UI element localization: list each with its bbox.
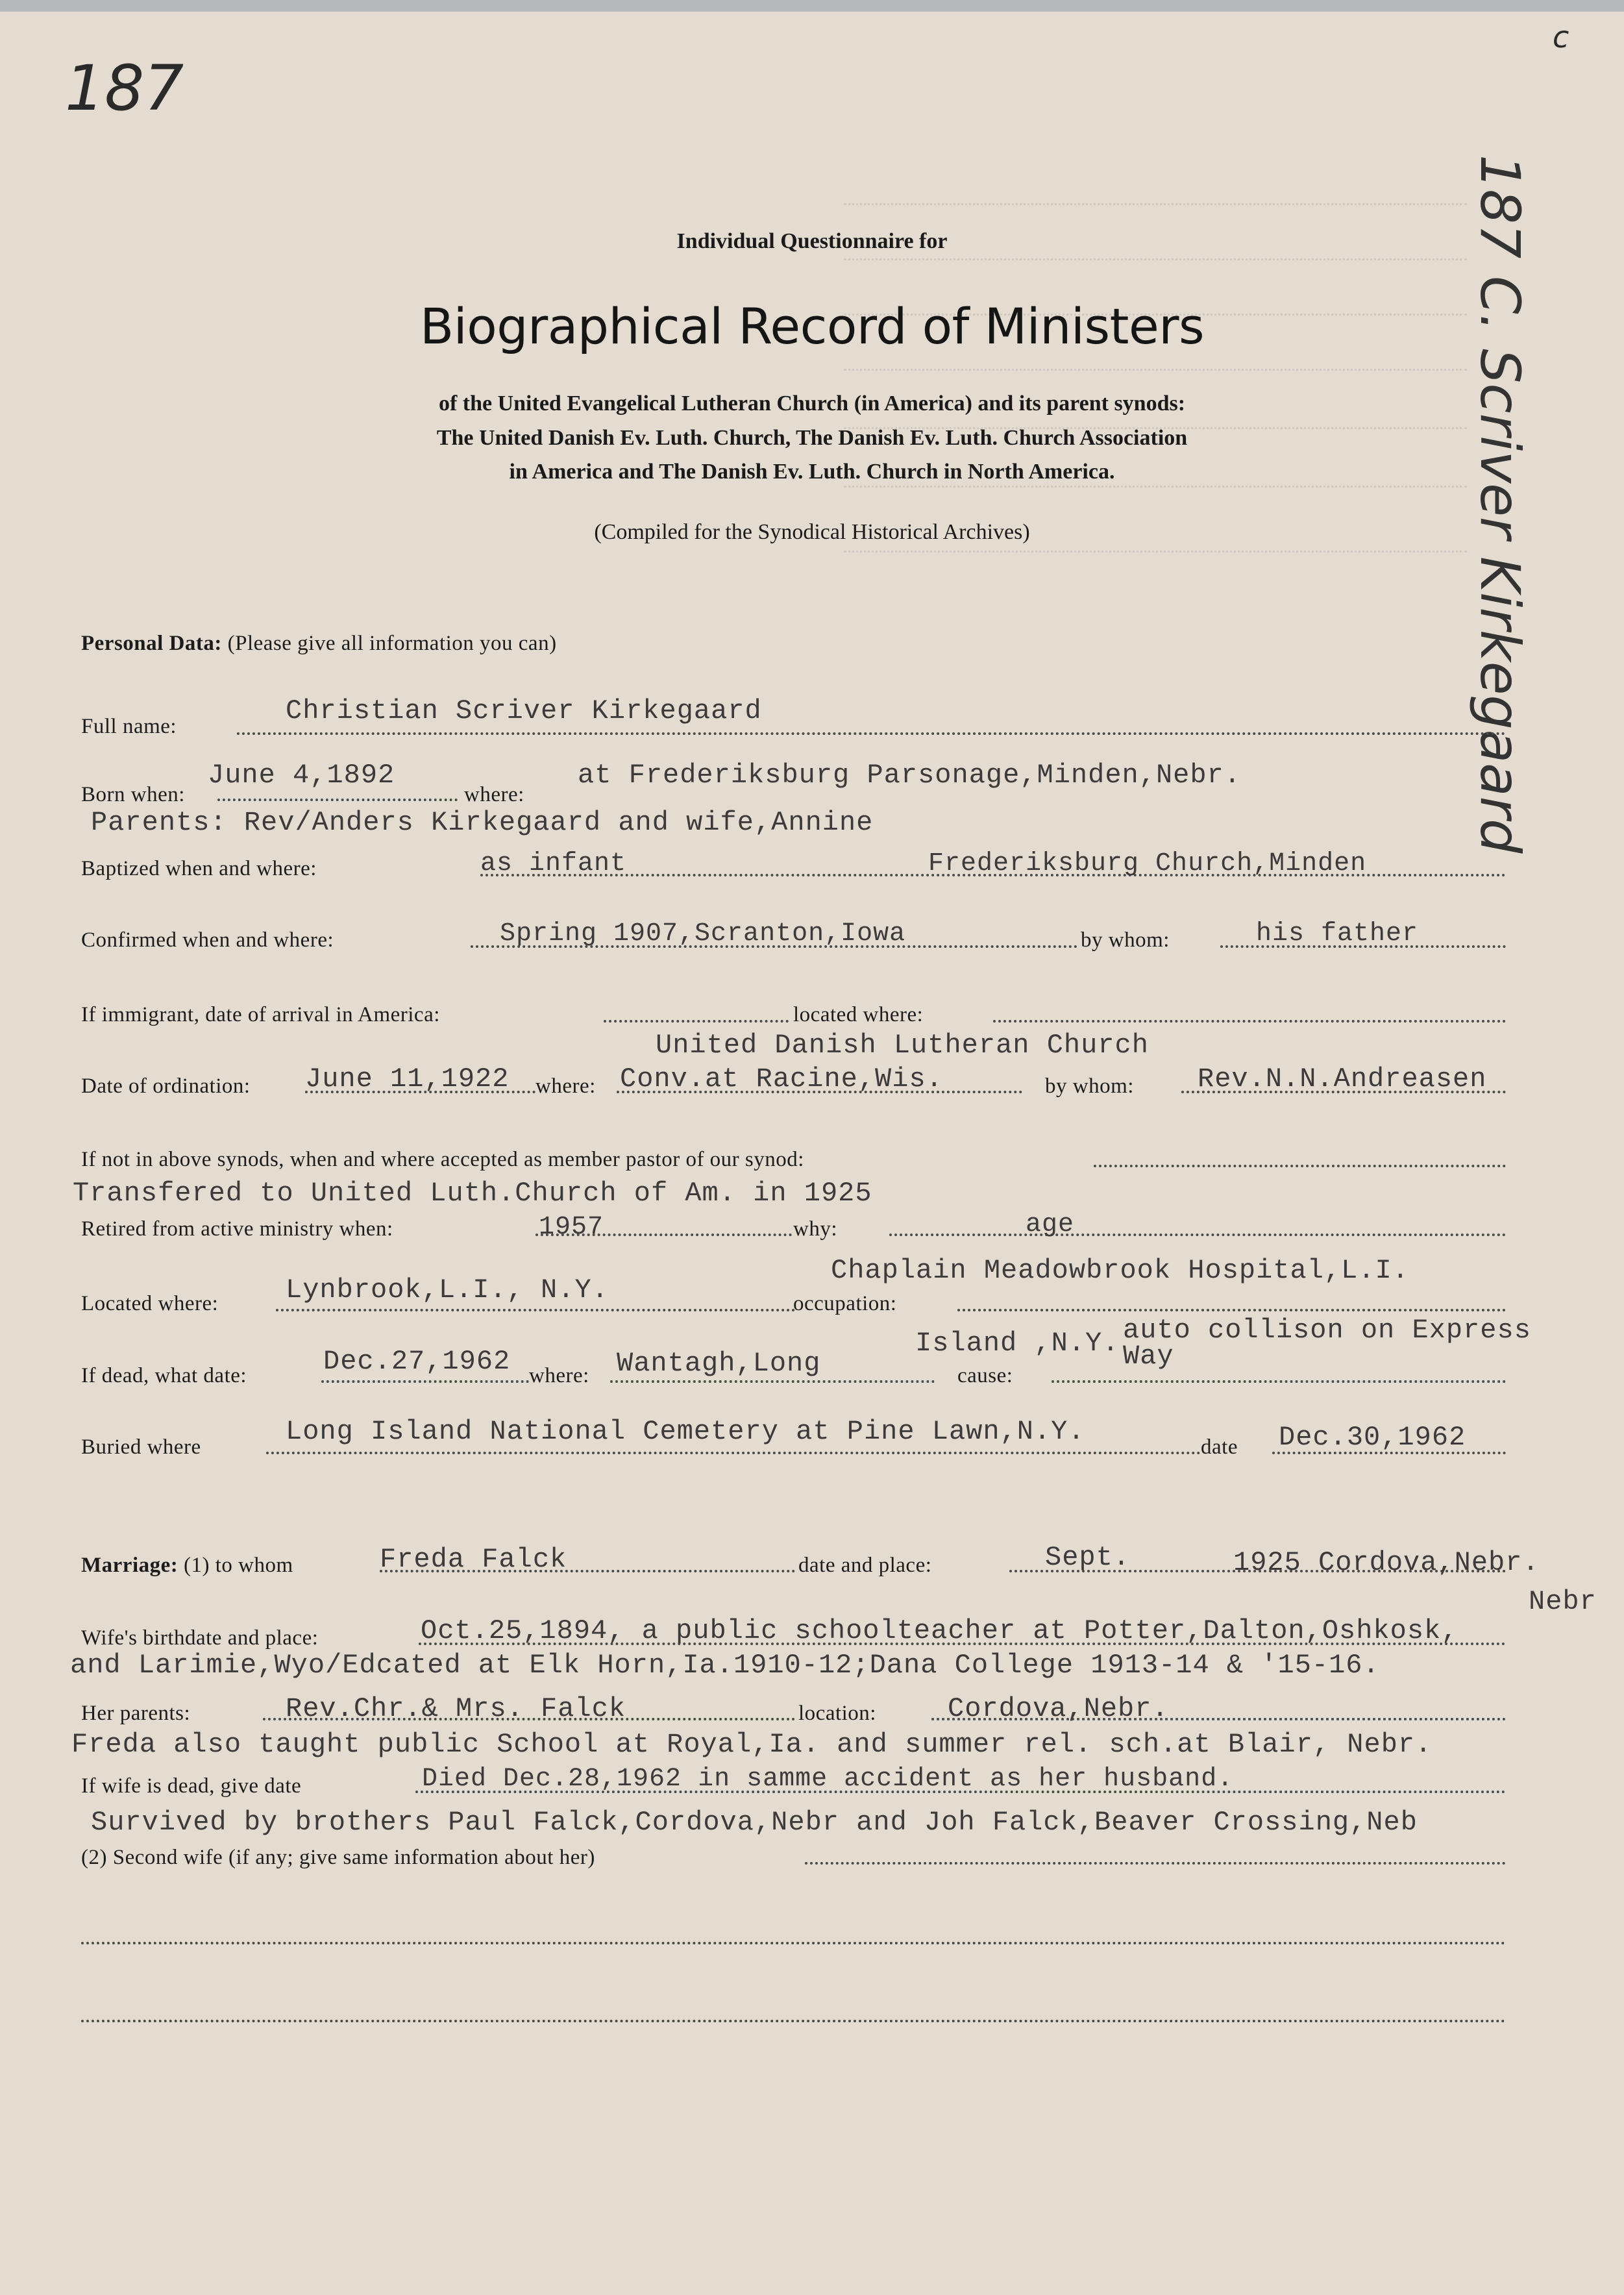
ordination-label: Date of ordination: [81, 1074, 251, 1098]
dead-label: If dead, what date: [81, 1364, 247, 1387]
marriage-heading [81, 1554, 293, 1578]
buried-date-value: Dec.30,1962 [1279, 1422, 1466, 1453]
bleed-through-line [844, 486, 1467, 488]
her-location-label: location: [798, 1702, 876, 1725]
parents-note: Parents: Rev/Anders Kirkegaard and wife,Annine [91, 807, 874, 838]
blank-line [81, 1942, 1506, 1944]
pre-title: Individual Questionnaire for [676, 229, 948, 253]
spouse-value: Freda Falck [380, 1544, 567, 1575]
cause-line [1052, 1380, 1506, 1383]
dead-where-value: Wantagh,Long [617, 1348, 821, 1379]
born-when-label: Born when: [81, 783, 185, 806]
questionnaire-page [0, 12, 1624, 2295]
blank-line [81, 2020, 1506, 2022]
dead-where-line [610, 1380, 935, 1383]
date-place-label: date and place: [798, 1554, 932, 1577]
full-name-line [237, 732, 1506, 735]
date-place-value: Sept. [1045, 1542, 1131, 1573]
compiled-note: (Compiled for the Synodical Historical Archives) [594, 520, 1030, 544]
her-parents-label: Her parents: [81, 1702, 191, 1725]
her-parents-value: Rev.Chr.& Mrs. Falck [286, 1693, 626, 1724]
wife-birth-label: Wife's birthdate and place: [81, 1626, 319, 1650]
baptized-label: Baptized when and where: [81, 857, 317, 880]
bleed-through-line [844, 203, 1467, 205]
subtitle-line-1: of the United Evangelical Lutheran Church (in America) and its parent synods: [438, 391, 1186, 416]
bleed-through-line [844, 551, 1467, 552]
confirmed-label: Confirmed when and where: [81, 928, 334, 952]
located-value: Lynbrook,L.I., N.Y. [286, 1274, 609, 1306]
handwritten-page-number: 187 [65, 52, 184, 125]
buried-label: Buried where [81, 1435, 201, 1459]
scan-top-edge [0, 0, 1624, 12]
first-marriage-label: (1) to whom [184, 1554, 293, 1577]
handwritten-side-note: 187 C. Scriver Kirkegaard [1468, 155, 1532, 854]
confirmed-by-value: his father [1256, 919, 1419, 949]
marriage-label: Marriage: [81, 1554, 178, 1577]
wife-education-value: and Larimie,Wyo/Edcated at Elk Horn,Ia.1910-12;Dana College 1913-14 & '15-16. [70, 1650, 1380, 1681]
retired-label: Retired from active ministry when: [81, 1217, 393, 1241]
ordination-where-line1: United Danish Lutheran Church [656, 1030, 1149, 1061]
ordination-where-label: where: [535, 1074, 596, 1098]
full-name-label: Full name: [81, 715, 177, 738]
occupation-line [957, 1309, 1506, 1311]
subtitle-line-3: in America and The Danish Ev. Luth. Church in North America. [509, 460, 1115, 484]
her-location-value: Cordova,Nebr. [948, 1693, 1169, 1724]
wife-dead-value: Died Dec.28,1962 in samme accident as her husband. [422, 1765, 1234, 1794]
baptized-when-value: as infant [480, 849, 627, 878]
wife-birth-value: Oct.25,1894, a public schoolteacher at Potter,Dalton,Oshkosk, [421, 1615, 1458, 1646]
date-place-value-2: 1925 Cordova,Nebr. [1233, 1547, 1540, 1578]
wife-dead-label: If wife is dead, give date [81, 1774, 302, 1798]
located-line [276, 1309, 795, 1311]
retired-why-value: age [1026, 1210, 1075, 1239]
born-where-value: at Frederiksburg Parsonage,Minden,Nebr. [578, 760, 1241, 791]
handwritten-corner-mark: c [1553, 19, 1569, 55]
located-label: Located where: [81, 1292, 219, 1315]
buried-date-label: date [1201, 1435, 1238, 1459]
subtitle-line-2: The United Danish Ev. Luth. Church, The Danish Ev. Luth. Church Association [436, 426, 1188, 450]
confirmed-value: Spring 1907,Scranton,Iowa [500, 919, 906, 949]
buried-line [266, 1452, 1201, 1454]
born-where-label: where: [464, 783, 524, 806]
buried-where-value: Long Island National Cemetery at Pine Lawn,N.Y. [286, 1416, 1085, 1447]
accepted-note: Transfered to United Luth.Church of Am. in 1925 [73, 1178, 872, 1209]
ordination-date-value: June 11,1922 [305, 1063, 510, 1095]
taught-note: Freda also taught public School at Royal,Ia. and summer rel. sch.at Blair, Nebr. [71, 1729, 1433, 1760]
ordination-where-line2: Conv.at Racine,Wis. [620, 1063, 943, 1095]
immigrant-label: If immigrant, date of arrival in America: [81, 1003, 440, 1026]
bleed-through-line [844, 369, 1467, 371]
page-title: Biographical Record of Ministers [419, 297, 1205, 355]
cause-value-line2: Way [1123, 1341, 1174, 1372]
occupation-label: occupation: [793, 1292, 897, 1315]
accepted-label: If not in above synods, when and where accepted as member pastor of our synod: [81, 1148, 804, 1171]
retired-why-line [889, 1234, 1506, 1236]
full-name-value: Christian Scriver Kirkegaard [286, 695, 762, 726]
immigrant-located-line [993, 1020, 1506, 1023]
wife-birth-extra: Nebr [1529, 1586, 1597, 1617]
born-when-line [217, 799, 458, 801]
retired-why-label: why: [793, 1217, 837, 1241]
occupation-value: Chaplain Meadowbrook Hospital,L.I. [831, 1255, 1409, 1286]
personal-data-note: (Please give all information you can) [227, 632, 557, 655]
cause-value-line1: auto collison on Express [1123, 1315, 1531, 1346]
second-wife-label: (2) Second wife (if any; give same information about her) [81, 1846, 595, 1869]
personal-data-label: Personal Data: [81, 632, 222, 655]
ordination-by-value: Rev.N.N.Andreasen [1198, 1063, 1487, 1095]
bleed-through-line [844, 258, 1467, 260]
dead-where-label: where: [529, 1364, 589, 1387]
born-when-value: June 4,1892 [208, 760, 395, 791]
dead-date-value: Dec.27,1962 [323, 1346, 511, 1377]
survived-note: Survived by brothers Paul Falck,Cordova,Nebr and Joh Falck,Beaver Crossing,Neb [91, 1807, 1418, 1838]
immigrant-date-line [604, 1020, 789, 1023]
personal-data-heading [81, 632, 557, 656]
retired-when-value: 1957 [539, 1213, 604, 1242]
dead-where-value-2: Island ,N.Y. [915, 1328, 1120, 1359]
second-wife-line [805, 1862, 1506, 1865]
dead-date-line [321, 1380, 529, 1383]
baptized-where-value: Frederiksburg Church,Minden [928, 849, 1367, 878]
ordination-by-label: by whom: [1045, 1074, 1134, 1098]
accepted-line [1094, 1165, 1506, 1167]
immigrant-located-label: located where: [793, 1003, 924, 1026]
confirmed-by-label: by whom: [1081, 928, 1170, 952]
cause-label: cause: [957, 1364, 1013, 1387]
